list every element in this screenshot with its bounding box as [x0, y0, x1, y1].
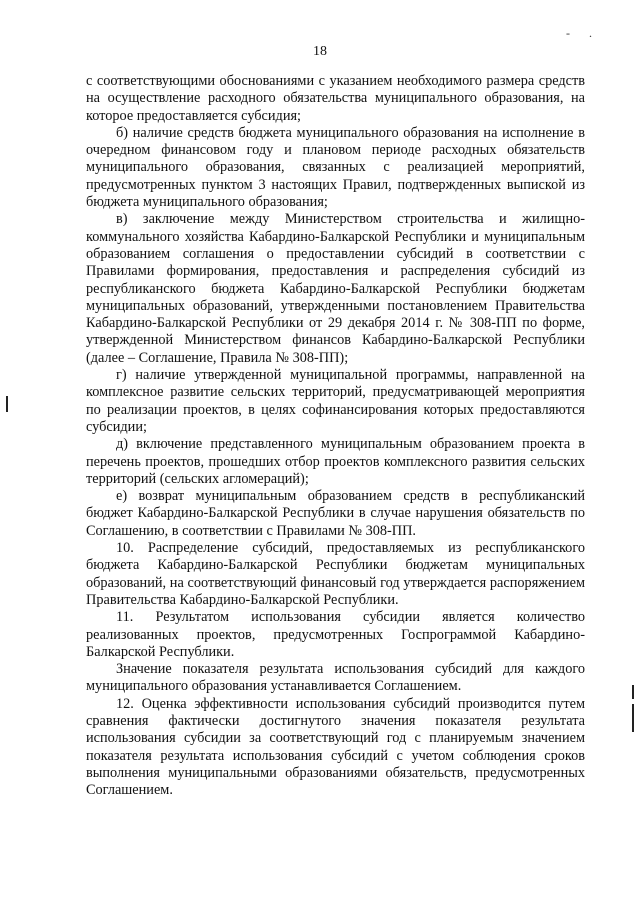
right-margin-mark-upper [632, 685, 634, 699]
paragraph-indicator-value: Значение показателя результата использования субсидий для каждого муниципального образования устанавливается Соглашением. [86, 661, 585, 695]
paragraph-clause-12: 12. Оценка эффективности использования субсидий производится путем сравнения фактически достигнутого значения показателя результата использования субсидии за соответствующий год с планируемым значением показателя результата использования субсидий с учетом соблюдения сроков выполнения муниципальными образованиями обязательств, предусмотренных Соглашением. [86, 695, 585, 799]
scan-corner-mark: - . [566, 26, 600, 40]
document-body [86, 73, 585, 799]
paragraph-item-v: в) заключение между Министерством строительства и жилищно-коммунального хозяйства Кабардино-Балкарской Республики и муниципальным образованием соглашения о предоставлении субсидий в соответствии с Правилами формирования, предоставления и распределения субсидий из республиканского бюджета Кабардино-Балкарской Республики бюджетам муниципальных образований, утвержденными постановлением Правительства Кабардино-Балкарской Республики от 29 декабря 2014 г. № 308-ПП по форме, утвержденной Министерством финансов Кабардино-Балкарской Республики (далее – Соглашение, Правила № 308-ПП); [86, 211, 585, 366]
paragraph-item-d: д) включение представленного муниципальным образованием проекта в перечень проектов, прошедших отбор проектов комплексного развития сельских территорий (сельских агломераций); [86, 436, 585, 487]
paragraph-item-g: г) наличие утвержденной муниципальной программы, направленной на комплексное развитие сельских территорий, предусматривающей мероприятия по реализации проектов, в целях софинансирования которых предоставляются субсидии; [86, 367, 585, 435]
paragraph-clause-10: 10. Распределение субсидий, предоставляемых из республиканского бюджета Кабардино-Балкарской Республики бюджетам муниципальных образований, на соответствующий финансовый год утверждается распоряжением Правительства Кабардино-Балкарской Республики. [86, 540, 585, 608]
paragraph-clause-11: 11. Результатом использования субсидии является количество реализованных проектов, предусмотренных Госпрограммой Кабардино-Балкарской Республики. [86, 609, 585, 660]
paragraph-item-b: б) наличие средств бюджета муниципального образования на исполнение в очередном финансовом году и плановом периоде расходных обязательств муниципального образования, связанных с реализацией мероприятий, предусмотренных пунктом 3 настоящих Правил, подтвержденных выпиской из бюджета муниципального образования; [86, 124, 585, 211]
paragraph-continuation: с соответствующими обоснованиями с указанием необходимого размера средств на осуществление расходного обязательства муниципального образования, на которое предоставляется субсидия; [86, 73, 585, 124]
paragraph-item-e: е) возврат муниципальным образованием средств в республиканский бюджет Кабардино-Балкарской Республики в случае нарушения обязательств по Соглашению, в соответствии с Правилами № 308-ПП. [86, 488, 585, 539]
page-number: 18 [313, 44, 327, 59]
left-margin-mark [6, 396, 8, 412]
right-margin-mark-lower [632, 704, 634, 732]
